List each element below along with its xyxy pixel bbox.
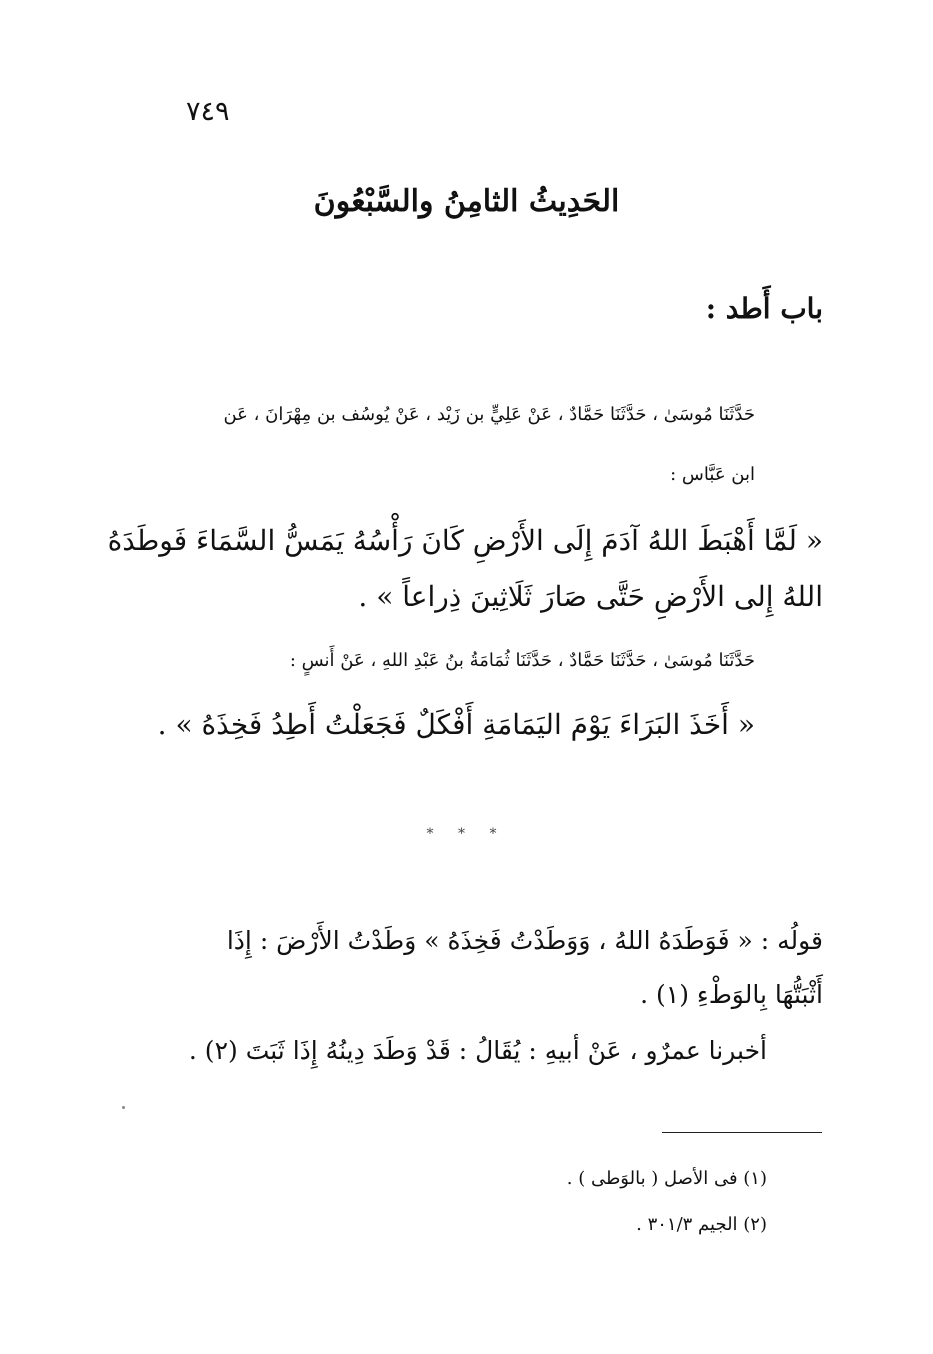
hadith1-matn-line1: « لَمَّا أَهْبَطَ اللهُ آدَمَ إِلَى الأَرْضِ كَانَ رَأْسُهُ يَمَسُّ السَّمَاءَ فَوطَدَهُ [107,524,823,557]
footnote-separator [662,1132,822,1133]
commentary-line1: قولُه : « فَوَطَدَهُ اللهُ ، وَوَطَدْتُ فَخِذَهُ » وَطَدْتُ الأَرْضَ : إِذَا [226,926,823,955]
commentary-line2: أَثْبَتُّهَا بِالوَطْءِ (١) . [640,980,823,1009]
chapter-heading: باب أَطد : [705,292,823,325]
footnote-1: (١) فى الأصل ( بالوَطى ) . [566,1168,767,1189]
page-number: ٧٤٩ [186,96,230,127]
stray-mark [122,1106,125,1109]
hadith1-matn-line2: اللهُ إِلى الأَرْضِ حَتَّى صَارَ ثَلَاثِينَ ذِراعاً » . [358,580,823,613]
commentary-line3: أخبرنا عمرٌو ، عَنْ أبيهِ : يُقَالُ : قَدْ وَطَدَ دِينُهُ إِذَا ثَبَتَ (٢) . [188,1036,767,1065]
hadith1-isnad-line2: ابن عَبَّاس : [670,464,755,485]
hadith2-isnad: حَدَّثَنَا مُوسَىٰ ، حَدَّثَنَا حَمَّادٌ ، حَدَّثَنَا ثُمَامَةُ بنُ عَبْدِ اللهِ ، عَنْ أَنسٍ : [289,650,755,671]
page-title: الحَدِيثُ الثامِنُ والسَّبْعُونَ [313,184,620,219]
hadith2-matn: « أَخَذَ البَرَاءَ يَوْمَ اليَمَامَةِ أَفْكَلٌ فَجَعَلْتُ أَطِدُ فَخِذَهُ » . [157,708,755,741]
footnote-2: (٢) الجيم ٣٠١/٣ . [636,1214,767,1235]
hadith1-isnad-line1: حَدَّثَنَا مُوسَىٰ ، حَدَّثَنَا حَمَّادٌ ، عَنْ عَلِيٍّ بن زَيْد ، عَنْ يُوسُف بن مِهْرَانَ ، عَن [223,404,755,425]
section-separator: * * * [426,826,507,842]
